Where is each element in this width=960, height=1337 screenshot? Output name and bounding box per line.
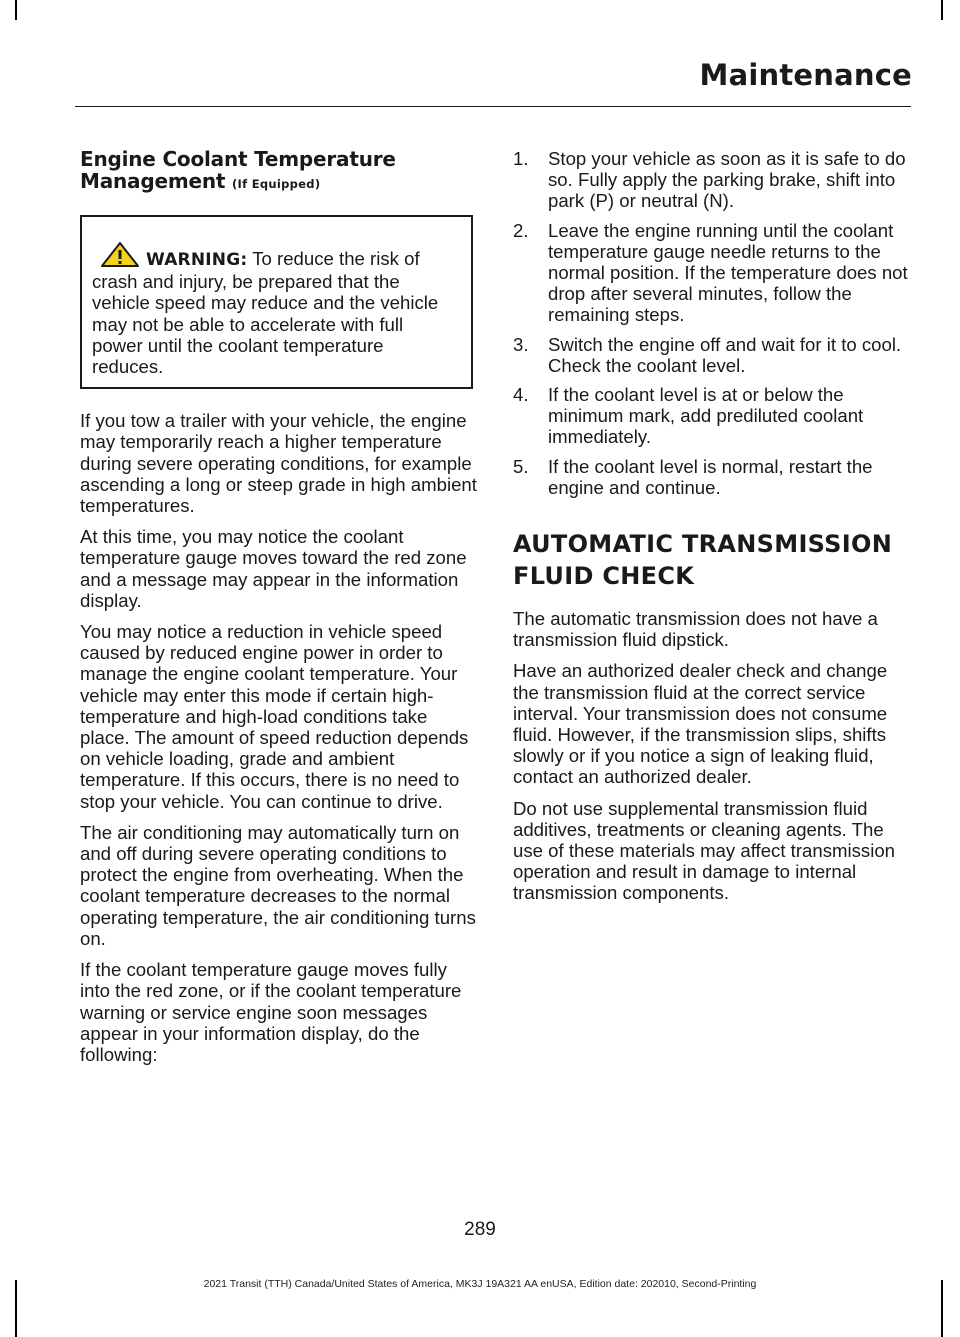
step-number: 2.: [513, 219, 529, 241]
right-column: [513, 148, 913, 914]
warning-text: To reduce the risk of crash and injury, be prepared that the vehicle speed may reduce and the vehicle may not be able to accelerate with full power until the coolant temperature reduces.: [92, 248, 439, 378]
steps-list: [513, 148, 913, 498]
if-equipped-label: (If Equipped): [231, 177, 321, 191]
paragraph: The automatic transmission does not have a transmission fluid dipstick.: [513, 608, 878, 651]
paragraph: If you tow a trailer with your vehicle, the engine may temporarily reach a higher temperature during severe operating conditions, for example ascending a long or steep grade in high ambient temperatures.: [80, 410, 477, 517]
step-number: 5.: [513, 455, 529, 477]
warning-triangle-icon: [100, 241, 140, 268]
crop-mark-top-right: [941, 0, 943, 20]
list-item: [513, 220, 913, 326]
left-column: [80, 148, 478, 1075]
section-heading: [513, 528, 913, 592]
paragraph: At this time, you may notice the coolant temperature gauge moves toward the red zone and a message may appear in the information display.: [80, 526, 467, 611]
crop-mark-top-left: [15, 0, 17, 20]
step-text: If the coolant level is normal, restart the engine and continue.: [548, 455, 873, 498]
step-number: 3.: [513, 333, 529, 355]
subsection-heading-text: Engine Coolant Temperature Management: [80, 147, 396, 193]
section-heading-line-2: FLUID CHECK: [513, 562, 695, 591]
paragraph: The air conditioning may automatically turn on and off during severe operating conditions to protect the engine from overheating. When the coolant temperature decreases to the normal operating temperature, the air conditioning turns on.: [80, 821, 476, 949]
paragraph: If the coolant temperature gauge moves fully into the red zone, or if the coolant temperature warning or service engine soon messages appear in your information display, do the following:: [80, 959, 462, 1065]
step-number: 1.: [513, 148, 529, 169]
paragraph: Do not use supplemental transmission fluid additives, treatments or cleaning agents. The use of these materials may affect transmission operation and result in damage to internal transmission components.: [513, 797, 896, 904]
warning-text-block: [92, 241, 457, 377]
warning-box: [80, 215, 473, 389]
step-text: If the coolant level is at or below the minimum mark, add prediluted coolant immediately.: [548, 384, 864, 448]
list-item: [513, 334, 913, 376]
edition-footer: 2021 Transit (TTH) Canada/United States of America, MK3J 19A321 AA enUSA, Edition date: 202010, Second-Printing: [203, 1278, 757, 1290]
list-item: [513, 148, 913, 212]
step-text: Leave the engine running until the coolant temperature gauge needle returns to the normal position. If the temperature does not drop after several minutes, follow the remaining steps.: [548, 219, 908, 326]
subsection-heading: [80, 148, 478, 195]
section-heading-line-1: AUTOMATIC TRANSMISSION: [513, 530, 893, 559]
paragraph: You may notice a reduction in vehicle speed caused by reduced engine power in order to manage the engine coolant temperature. Your vehicle may enter this mode if certain high-temperature and high-load conditions take place. The amount of speed reduction depends on vehicle loading, grade and ambient temperature. If this occurs, there is no need to stop your vehicle. You can continue to drive.: [80, 621, 469, 812]
list-item: [513, 384, 913, 448]
warning-label: WARNING:: [146, 250, 248, 270]
page-title: Maintenance: [699, 58, 912, 92]
step-number: 4.: [513, 384, 529, 406]
header-divider: [75, 106, 911, 107]
step-text: Stop your vehicle as soon as it is safe to do so. Fully apply the parking brake, shift into park (P) or neutral (N).: [548, 148, 906, 212]
list-item: [513, 456, 913, 498]
step-text: Switch the engine off and wait for it to cool. Check the coolant level.: [548, 333, 902, 376]
paragraph: Have an authorized dealer check and change the transmission fluid at the correct service interval. Your transmission does not consume fluid. However, if the transmission slips, shifts slowly or if you notice a sign of leaking fluid, contact an authorized dealer.: [513, 660, 888, 788]
page-number: 289: [464, 1219, 496, 1240]
